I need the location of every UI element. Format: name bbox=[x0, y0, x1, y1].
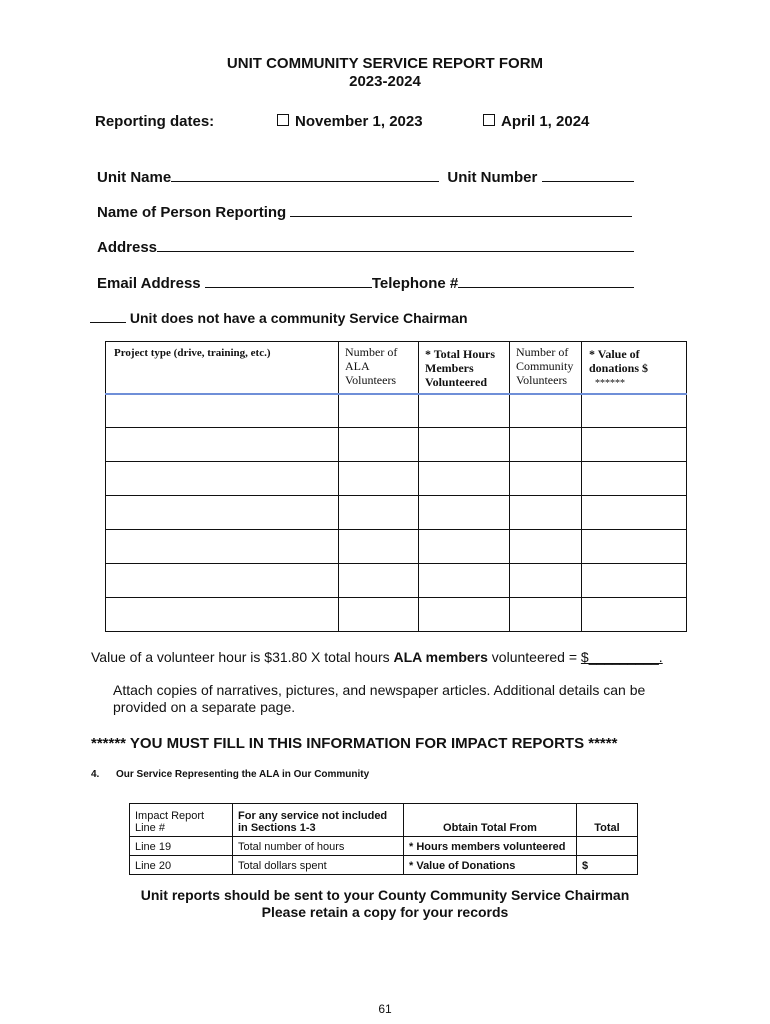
footer-line2: Please retain a copy for your records bbox=[261, 904, 509, 920]
volunteer-value-line bbox=[91, 649, 663, 665]
value-prefix: Value of a volunteer hour is $31.80 X total hours bbox=[91, 649, 394, 665]
person-reporting-row bbox=[97, 202, 632, 221]
impact-heading: ****** YOU MUST FILL IN THIS INFORMATION FOR IMPACT REPORTS ***** bbox=[91, 735, 618, 752]
person-reporting-field[interactable] bbox=[290, 202, 632, 217]
table-row[interactable] bbox=[105, 394, 686, 427]
reporting-option-april[interactable] bbox=[483, 113, 589, 130]
impact-table bbox=[129, 803, 638, 875]
reporting-option-november[interactable] bbox=[277, 113, 423, 130]
table-row bbox=[130, 837, 638, 856]
unit-number-field[interactable] bbox=[542, 167, 634, 182]
no-chairman-label: Unit does not have a community Service Chairman bbox=[129, 310, 468, 326]
telephone-label: Telephone # bbox=[371, 275, 459, 292]
impact-source-cell: * Value of Donations bbox=[404, 856, 577, 875]
unit-name-label: Unit Name bbox=[97, 169, 172, 186]
address-row bbox=[97, 237, 634, 256]
table-row[interactable] bbox=[105, 496, 686, 529]
table-row[interactable] bbox=[105, 564, 686, 597]
reporting-dates-label: Reporting dates: bbox=[95, 113, 215, 130]
address-label: Address bbox=[97, 239, 158, 256]
impact-desc-cell: Total number of hours bbox=[233, 837, 404, 856]
page-number: 61 bbox=[378, 1002, 392, 1016]
value-suffix: volunteered = bbox=[487, 649, 581, 665]
november-label: November 1, 2023 bbox=[295, 113, 423, 130]
no-chairman-row bbox=[90, 310, 468, 326]
col-total-hours: * Total Hours Members Volunteered bbox=[425, 347, 496, 389]
impact-header-service-b: in Sections 1-3 bbox=[238, 822, 316, 834]
table-row[interactable] bbox=[105, 530, 686, 563]
col-community-volunteers: Number of Community Volunteers bbox=[516, 345, 574, 387]
table-row[interactable] bbox=[105, 598, 686, 631]
form-title: UNIT COMMUNITY SERVICE REPORT FORM bbox=[226, 55, 544, 72]
impact-header-service bbox=[233, 804, 404, 837]
checkbox-november[interactable] bbox=[277, 114, 289, 126]
impact-line-cell: Line 19 bbox=[130, 837, 233, 856]
impact-source-cell: * Hours members volunteered bbox=[404, 837, 577, 856]
email-label: Email Address bbox=[97, 275, 201, 292]
projects-table bbox=[105, 341, 687, 632]
col-value-note: ****** bbox=[595, 378, 625, 389]
table-row bbox=[130, 856, 638, 875]
impact-total-cell[interactable]: $ bbox=[577, 856, 638, 875]
checkbox-april[interactable] bbox=[483, 114, 495, 126]
impact-header-total: Total bbox=[577, 804, 638, 837]
unit-number-label: Unit Number bbox=[447, 169, 538, 186]
impact-line-cell: Line 20 bbox=[130, 856, 233, 875]
col-project-type: Project type (drive, training, etc.) bbox=[114, 347, 271, 359]
person-reporting-label: Name of Person Reporting bbox=[97, 204, 287, 221]
value-answer-field[interactable]: $_________. bbox=[580, 649, 663, 665]
impact-desc-cell: Total dollars spent bbox=[233, 856, 404, 875]
attach-note-line1: Attach copies of narratives, pictures, and newspaper articles. Additional details can be bbox=[113, 682, 646, 698]
email-row bbox=[97, 273, 634, 292]
footer-line1: Unit reports should be sent to your County Community Service Chairman bbox=[140, 887, 630, 903]
attach-note-line2: provided on a separate page. bbox=[113, 699, 296, 715]
impact-header-line: Impact Report Line # bbox=[130, 804, 233, 837]
table-row[interactable] bbox=[105, 428, 686, 461]
section-title: Our Service Representing the ALA in Our Community bbox=[116, 769, 370, 780]
form-year: 2023-2024 bbox=[349, 73, 421, 90]
value-bold: ALA members bbox=[393, 649, 488, 665]
address-field[interactable] bbox=[157, 237, 634, 252]
impact-header-source: Obtain Total From bbox=[404, 804, 577, 837]
april-label: April 1, 2024 bbox=[501, 113, 590, 130]
unit-name-row bbox=[97, 167, 634, 186]
col-ala-volunteers: Number of ALA Volunteers bbox=[345, 345, 398, 387]
impact-header-service-a: For any service not included bbox=[238, 810, 388, 822]
unit-name-field[interactable] bbox=[171, 167, 439, 182]
col-value-donations: * Value of donations $ bbox=[589, 347, 649, 375]
email-field[interactable] bbox=[205, 273, 372, 288]
section-number: 4. bbox=[91, 769, 100, 780]
telephone-field[interactable] bbox=[458, 273, 634, 288]
table-row[interactable] bbox=[105, 462, 686, 495]
impact-total-cell[interactable] bbox=[577, 837, 638, 856]
no-chairman-field[interactable] bbox=[90, 310, 126, 323]
